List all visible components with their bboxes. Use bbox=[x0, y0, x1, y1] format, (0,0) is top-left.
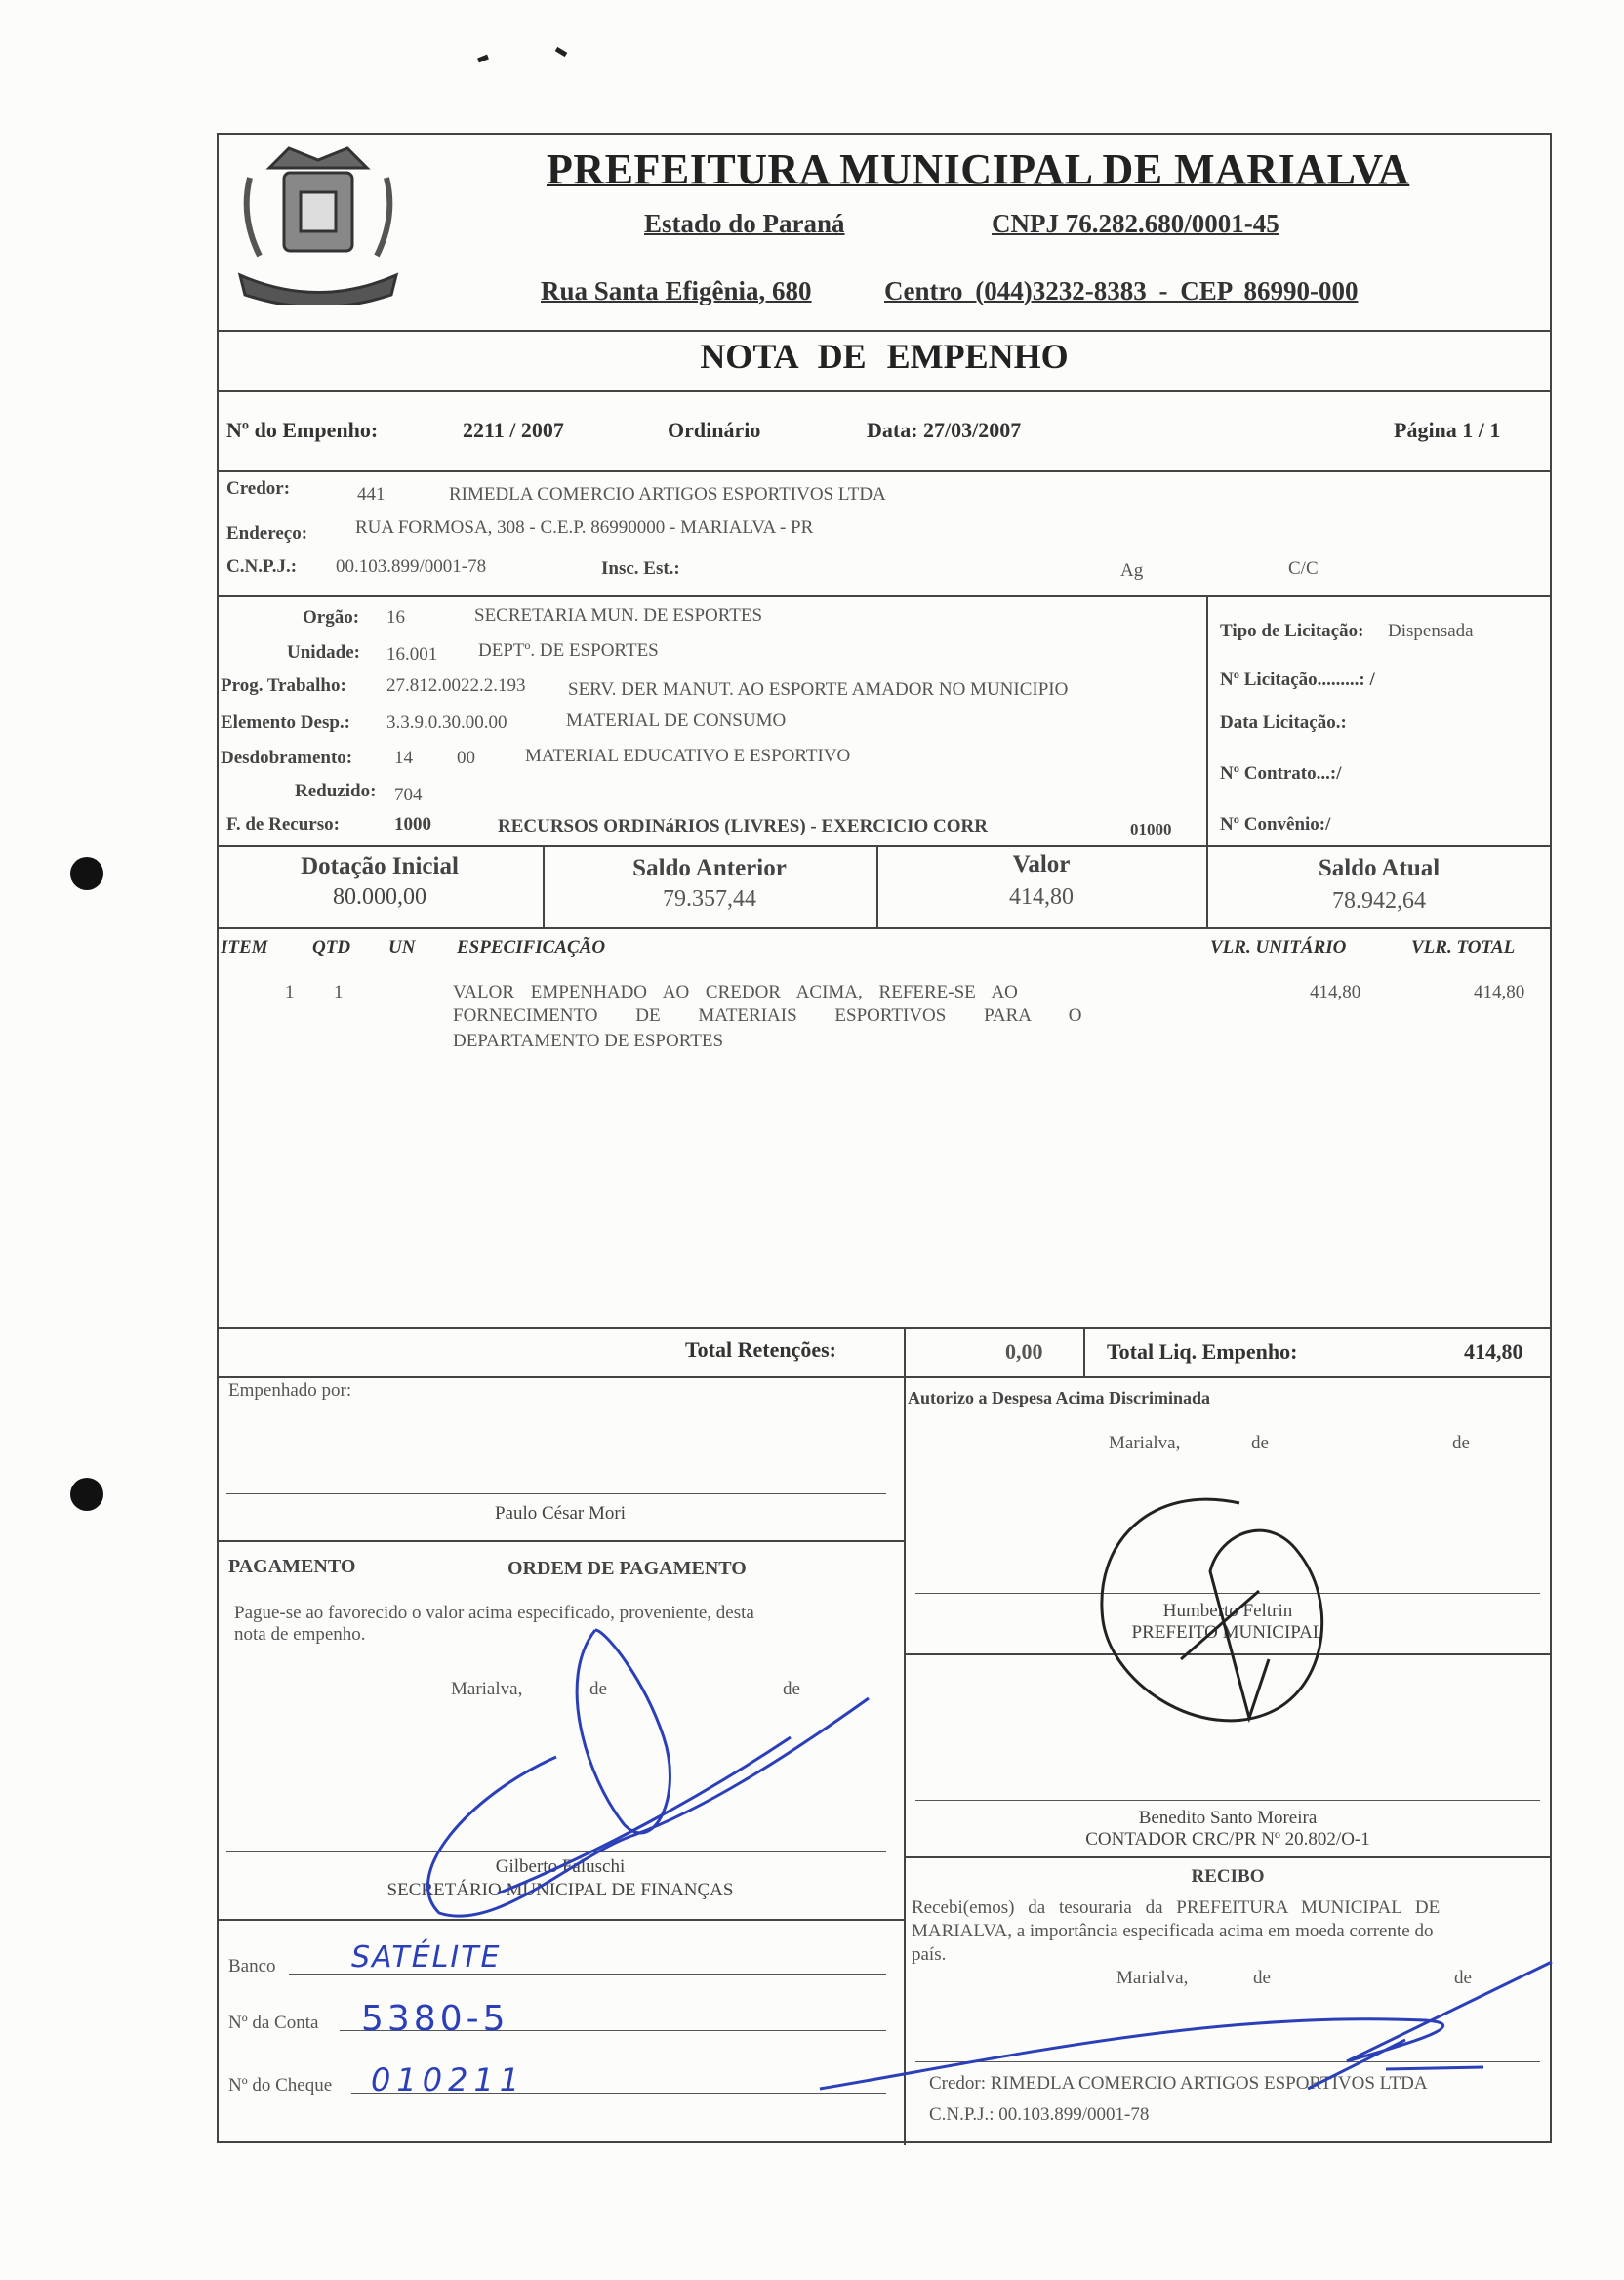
recibo-place: Marialva, bbox=[1116, 1968, 1189, 1988]
pagamento-place: Marialva, bbox=[451, 1679, 523, 1699]
credor-address: RUA FORMOSA, 308 - C.E.P. 86990000 - MARIALVA - PR bbox=[355, 517, 814, 538]
saldo-atual-value: 78.942,64 bbox=[1332, 888, 1426, 914]
pagamento-de-1: de bbox=[589, 1679, 607, 1699]
empenho-date: Data: 27/03/2007 bbox=[867, 418, 1022, 442]
prog-trabalho-label: Prog. Trabalho: bbox=[221, 675, 346, 696]
reduzido-label: Reduzido: bbox=[295, 781, 377, 801]
tipo-licitacao-value: Dispensada bbox=[1388, 621, 1474, 641]
col-total-value: VLR. TOTAL bbox=[1411, 937, 1516, 957]
recurso-label: F. de Recurso: bbox=[226, 814, 340, 835]
convenio-number: Nº Convênio:/ bbox=[1220, 814, 1331, 835]
desdobramento-a: 14 bbox=[394, 748, 413, 768]
punch-hole-bottom bbox=[70, 1478, 103, 1511]
total-liq-value: 414,80 bbox=[1464, 1339, 1523, 1364]
header-phone: Centro (044)3232-8383 - CEP 86990-000 bbox=[884, 276, 1359, 305]
orgao-label: Orgão: bbox=[303, 607, 360, 628]
header-cnpj: CNPJ 76.282.680/0001-45 bbox=[992, 209, 1279, 238]
empenhado-name: Paulo César Mori bbox=[494, 1503, 627, 1524]
secretario-signature bbox=[381, 1601, 888, 1933]
page-title: PREFEITURA MUNICIPAL DE MARIALVA bbox=[547, 145, 1410, 193]
prefeito-signature bbox=[1074, 1464, 1347, 1757]
unidade-name: DEPTº. DE ESPORTES bbox=[478, 640, 659, 661]
licitacao-number: Nº Licitação.........: / bbox=[1220, 670, 1375, 690]
recurso-code: 1000 bbox=[394, 814, 431, 835]
empenho-number-label: Nº do Empenho: bbox=[226, 418, 379, 442]
pagamento-signer: Gilberto Faluschi bbox=[495, 1856, 626, 1877]
autorizo-role: PREFEITO MUNICIPAL bbox=[1131, 1622, 1324, 1643]
total-liq-label: Total Liq. Empenho: bbox=[1107, 1339, 1298, 1364]
empenho-number: 2211 / 2007 bbox=[463, 418, 564, 442]
item-number: 1 bbox=[285, 982, 295, 1002]
desdobramento-b: 00 bbox=[457, 748, 475, 768]
document-title: NOTA DE EMPENHO bbox=[700, 337, 1069, 376]
contador-name: Benedito Santo Moreira bbox=[1138, 1808, 1318, 1828]
reduzido-value: 704 bbox=[394, 785, 423, 805]
elemento-code: 3.3.9.0.30.00.00 bbox=[386, 712, 508, 733]
orgao-code: 16 bbox=[386, 607, 405, 628]
dotacao-inicial-value: 80.000,00 bbox=[333, 884, 426, 910]
col-spec: ESPECIFICAÇÃO bbox=[457, 937, 606, 957]
desdobramento-label: Desdobramento: bbox=[221, 748, 353, 768]
ag-label: Ag bbox=[1120, 560, 1144, 581]
empenho-type: Ordinário bbox=[668, 418, 761, 442]
credor-name: RIMEDLA COMERCIO ARTIGOS ESPORTIVOS LTDA bbox=[449, 484, 886, 505]
autorizo-de-1: de bbox=[1251, 1433, 1269, 1453]
autorizo-signer: Humberto Feltrin bbox=[1162, 1601, 1293, 1621]
total-retencoes-label: Total Retenções: bbox=[685, 1337, 836, 1362]
unidade-label: Unidade: bbox=[287, 642, 360, 663]
item-spec-line-1: VALOR EMPENHADO AO CREDOR ACIMA, REFERE-SE AO bbox=[453, 982, 1018, 1002]
pagamento-de-2: de bbox=[783, 1679, 800, 1699]
credor-label: Credor: bbox=[226, 478, 291, 499]
marks-top bbox=[468, 39, 586, 78]
saldo-atual-label: Saldo Atual bbox=[1318, 855, 1441, 881]
page-number: Página 1 / 1 bbox=[1394, 418, 1501, 442]
recibo-text-line-2: MARIALVA, a importância especificada acima em moeda corrente do bbox=[912, 1921, 1434, 1941]
item-unit-value: 414,80 bbox=[1310, 982, 1361, 1002]
pagamento-role: SECRETÁRIO MUNICIPAL DE FINANÇAS bbox=[386, 1880, 734, 1900]
dotacao-inicial-label: Dotação Inicial bbox=[301, 853, 459, 879]
punch-hole-top bbox=[70, 857, 103, 890]
desdobramento-name: MATERIAL EDUCATIVO E ESPORTIVO bbox=[525, 746, 851, 766]
cheque-label: Nº do Cheque bbox=[228, 2075, 333, 2096]
cnpj-label: C.N.P.J.: bbox=[226, 556, 298, 577]
col-un: UN bbox=[388, 937, 416, 957]
credor-signature bbox=[800, 1952, 1562, 2108]
licitacao-date: Data Licitação.: bbox=[1220, 712, 1347, 733]
valor-value: 414,80 bbox=[1009, 884, 1074, 910]
recurso-number: 01000 bbox=[1130, 820, 1172, 838]
municipal-seal-icon bbox=[230, 139, 406, 305]
recurso-name: RECURSOS ORDINáRIOS (LIVRES) - EXERCICIO CORR bbox=[498, 816, 988, 836]
recibo-credor: Credor: RIMEDLA COMERCIO ARTIGOS ESPORTIVOS LTDA bbox=[929, 2073, 1428, 2094]
col-item: ITEM bbox=[221, 937, 268, 957]
contador-role: CONTADOR CRC/PR Nº 20.802/O-1 bbox=[1085, 1829, 1370, 1850]
item-spec-line-2: FORNECIMENTO DE MATERIAIS ESPORTIVOS PARA O bbox=[453, 1005, 1082, 1026]
recibo-de-2: de bbox=[1454, 1968, 1472, 1988]
elemento-label: Elemento Desp.: bbox=[221, 712, 350, 733]
autorizo-label: Autorizo a Despesa Acima Discriminada bbox=[908, 1388, 1210, 1407]
total-retencoes-value: 0,00 bbox=[1005, 1339, 1043, 1364]
prog-trabalho-name: SERV. DER MANUT. AO ESPORTE AMADOR NO MUNICIPIO bbox=[568, 679, 1069, 700]
valor-label: Valor bbox=[1012, 851, 1071, 877]
conta-value: 5380-5 bbox=[361, 1999, 509, 2039]
state-label: Estado do Paraná bbox=[644, 209, 845, 238]
pagamento-label: PAGAMENTO bbox=[228, 1556, 356, 1577]
prog-trabalho-code: 27.812.0022.2.193 bbox=[386, 675, 526, 696]
cheque-value: 010211 bbox=[371, 2061, 526, 2098]
col-unit-value: VLR. UNITÁRIO bbox=[1210, 937, 1347, 957]
item-qtd: 1 bbox=[334, 982, 344, 1002]
recibo-text-line-1: Recebi(emos) da tesouraria da PREFEITURA MUNICIPAL DE bbox=[912, 1897, 1441, 1918]
recibo-text-line-3: país. bbox=[912, 1944, 947, 1965]
ordem-pagamento-label: ORDEM DE PAGAMENTO bbox=[508, 1558, 747, 1579]
autorizo-place: Marialva, bbox=[1109, 1433, 1181, 1453]
pagamento-text-line-2: nota de empenho. bbox=[234, 1624, 366, 1645]
col-qtd: QTD bbox=[312, 937, 351, 957]
tipo-licitacao-label: Tipo de Licitação: bbox=[1220, 621, 1364, 641]
credor-cnpj: 00.103.899/0001-78 bbox=[336, 556, 487, 577]
insc-est-label: Insc. Est.: bbox=[601, 558, 680, 579]
saldo-anterior-label: Saldo Anterior bbox=[632, 855, 787, 881]
empenhado-label: Empenhado por: bbox=[228, 1380, 352, 1401]
recibo-title: RECIBO bbox=[1191, 1866, 1265, 1887]
endereco-label: Endereço: bbox=[226, 523, 308, 544]
item-total-value: 414,80 bbox=[1474, 982, 1525, 1002]
orgao-name: SECRETARIA MUN. DE ESPORTES bbox=[474, 605, 763, 626]
saldo-anterior-value: 79.357,44 bbox=[663, 886, 756, 912]
recibo-cnpj: C.N.P.J.: 00.103.899/0001-78 bbox=[929, 2104, 1150, 2125]
contrato-number: Nº Contrato...:/ bbox=[1220, 763, 1342, 784]
item-spec-line-3: DEPARTAMENTO DE ESPORTES bbox=[453, 1031, 724, 1051]
recibo-de-1: de bbox=[1253, 1968, 1271, 1988]
unidade-code: 16.001 bbox=[386, 644, 438, 665]
pagamento-text-line-1: Pague-se ao favorecido o valor acima especificado, proveniente, desta bbox=[234, 1603, 754, 1623]
credor-code: 441 bbox=[357, 484, 386, 505]
banco-value: SATÉLITE bbox=[351, 1940, 502, 1975]
header-address: Rua Santa Efigênia, 680 bbox=[541, 276, 812, 305]
elemento-name: MATERIAL DE CONSUMO bbox=[566, 711, 787, 731]
cc-label: C/C bbox=[1288, 558, 1319, 579]
conta-label: Nº da Conta bbox=[228, 2013, 319, 2033]
banco-label: Banco bbox=[228, 1956, 276, 1976]
autorizo-de-2: de bbox=[1452, 1433, 1470, 1453]
